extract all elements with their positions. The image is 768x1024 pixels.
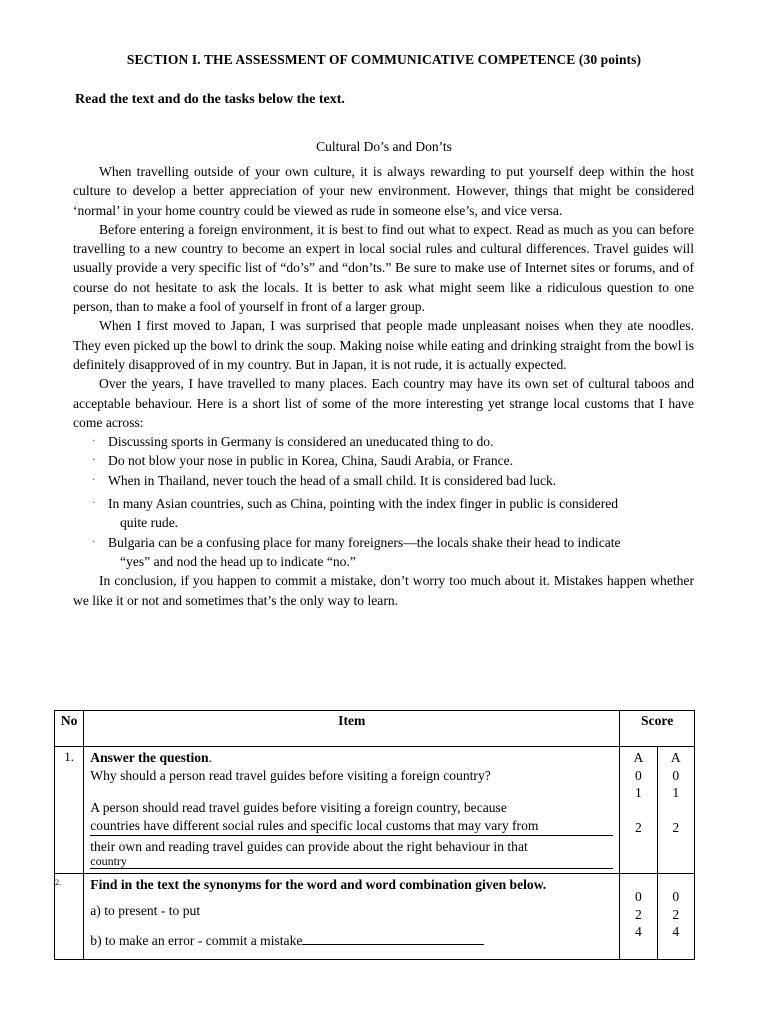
answer-line: countries have different social rules and specific local customs that may vary from xyxy=(90,817,613,836)
list-item: · When in Thailand, never touch the head of a small child. It is considered bad luck. xyxy=(73,471,694,490)
text-title: Cultural Do’s and Don’ts xyxy=(316,139,452,154)
table-row xyxy=(55,747,695,874)
score-column-a: A 0 1 2 xyxy=(620,747,657,874)
paragraph: Over the years, I have travelled to many places. Each country may have its own set of cultural taboos and acceptable behaviour. Here is a short list of some of the more interesting yet strange local customs that I have come across: xyxy=(73,376,694,430)
row-number: 2. xyxy=(55,874,84,960)
paragraph: When I first moved to Japan, I was surprised that people made unpleasant noises when they ate noodles. They even picked up the bowl to drink the soup. Making noise while eating and drinking straight from the bowl is definitely disapproved of in my country. But in Japan, it is not rude, it is actually expected. xyxy=(73,318,694,372)
header-no: No xyxy=(55,711,84,747)
list-item: · Bulgaria can be a confusing place for many foreigners—the locals shake their head to indicate “yes” and nod the head up to indicate “no.” xyxy=(92,534,621,569)
list-item: · Discussing sports in Germany is considered an uneducated thing to do. xyxy=(73,432,694,451)
customs-list xyxy=(73,432,694,571)
reading-text xyxy=(73,162,694,610)
paragraph: Before entering a foreign environment, it is best to find out what to expect. Read as much as you can before travelling to a new country to become an expert in local social rules and cultural differences. Travel guides will usually provide a very specific list of “do’s” and “don’ts.” Be sure to make use of Internet sites or forums, and of course do not hesitate to ask the locals. It is better to ask what might seem like a ridiculous question to one person, than to make a fool of yourself in front of a larger group. xyxy=(73,221,694,315)
task-cell: Answer the question. Why should a person read travel guides before visiting a foreign country? A person should read travel guides before visiting a foreign country, because countries have different social rules and specific local customs that may vary from their own and reading travel guides can provide about the right behaviour in that country xyxy=(84,747,620,874)
table-header-row xyxy=(55,711,695,747)
task-cell xyxy=(84,874,620,960)
bullet-icon: · xyxy=(92,474,96,486)
answer-line: their own and reading travel guides can provide about the right behaviour in that country xyxy=(90,840,613,869)
score-column-b: 0 2 4 xyxy=(657,874,694,960)
question: Why should a person read travel guides before visiting a foreign country? xyxy=(90,768,491,783)
header-score: Score xyxy=(620,711,695,747)
answer-line xyxy=(302,932,484,945)
bullet-icon: · xyxy=(92,536,96,548)
header-item: Item xyxy=(84,711,620,747)
paragraph: In conclusion, if you happen to commit a mistake, don’t worry too much about it. Mistakes happen whether we like it or not and sometimes that’s the only way to learn. xyxy=(73,573,694,608)
synonym-b: b) to make an error - commit a mistake xyxy=(90,933,303,948)
synonym-a: a) to present - to put xyxy=(90,903,201,918)
table-row xyxy=(55,874,695,960)
task-heading: Answer the question xyxy=(90,750,209,765)
bullet-icon: · xyxy=(92,436,96,448)
section-title: SECTION I. THE ASSESSMENT OF COMMUNICATIVE COMPETENCE (30 points) xyxy=(126,52,642,67)
answer-text: A person should read travel guides before visiting a foreign country, because xyxy=(90,800,507,815)
score-column-a: 0 2 4 xyxy=(620,874,657,960)
task-heading: Find in the text the synonyms for the word and word combination given below. xyxy=(90,877,547,892)
list-item: · Do not blow your nose in public in Korea, China, Saudi Arabia, or France. xyxy=(73,451,694,470)
list-item: · In many Asian countries, such as China, pointing with the index finger in public is considered quite rude. xyxy=(92,496,619,531)
bullet-icon: · xyxy=(92,498,96,510)
instruction: Read the text and do the tasks below the text. xyxy=(75,92,345,107)
score-column-b: A 0 1 2 xyxy=(657,747,694,874)
row-number: 1. xyxy=(55,747,84,874)
bullet-icon: · xyxy=(92,455,96,467)
tasks-table xyxy=(54,710,695,960)
paragraph: When travelling outside of your own culture, it is always rewarding to put yourself deep within the host culture to develop a better appreciation of your new environment. However, things that might be considered ‘normal’ in your home country could be viewed as rude in someone else’s, and vice versa. xyxy=(73,164,694,218)
